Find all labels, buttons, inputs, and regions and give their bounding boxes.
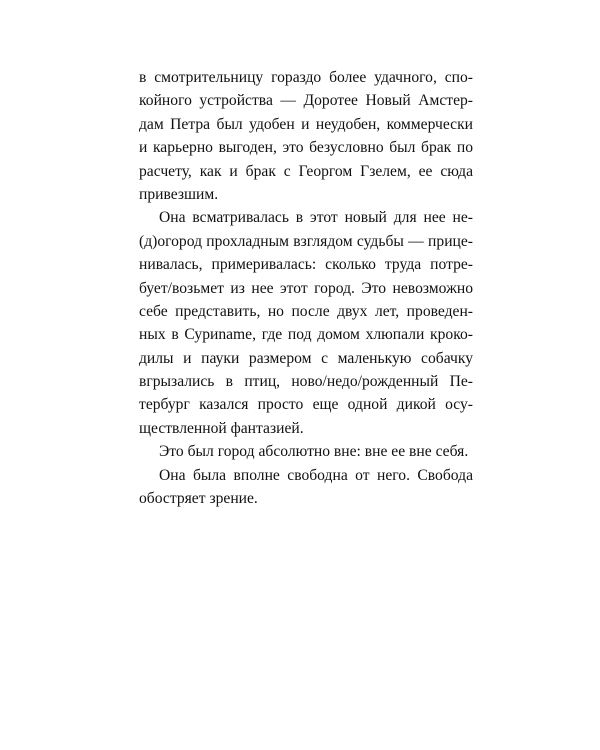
- text-line: ных в Суриname, где под домом хлюпали кроко-: [139, 326, 473, 344]
- text-line: вгрызались в птиц, ново/недо/рожденный Пе-: [139, 373, 473, 391]
- text-line: Это был город абсолютно вне: вне ее вне себя.: [159, 443, 469, 461]
- text-line: Она была вполне свободна от него. Свобода: [159, 466, 473, 484]
- page-body-text: [139, 66, 473, 510]
- text-line: привезшим.: [139, 185, 219, 203]
- text-line: койного устройства — Доротее Новый Амстер-: [139, 92, 473, 110]
- text-line: тербург казался просто еще одной дикой осу-: [139, 396, 473, 414]
- text-line: себе представить, но после двух лет, проведен-: [139, 302, 473, 320]
- text-line: и карьерно выгоден, это безусловно был брак по: [139, 139, 473, 157]
- text-line: дам Петра был удобен и неудобен, коммерчески: [139, 115, 473, 133]
- paragraph-2: [139, 206, 473, 440]
- text-line: бует/возьмет из нее этот город. Это невозможно: [139, 279, 473, 297]
- text-line: дилы и пауки размером с маленькую собачку: [139, 349, 473, 367]
- paragraph-1: [139, 66, 473, 206]
- text-line: (д)огород прохладным взглядом судьбы — прице-: [139, 232, 473, 250]
- text-line: обостряет зрение.: [139, 490, 258, 508]
- paragraph-4: [139, 464, 473, 511]
- text-line: в смотрительницу гораздо более удачного, спо-: [139, 69, 473, 86]
- text-line: Она всматривалась в этот новый для нее не-: [159, 209, 473, 227]
- text-line: ществленной фантазией.: [139, 419, 304, 437]
- paragraph-3: [139, 440, 473, 463]
- text-line: нивалась, примеривалась: сколько труда потре-: [139, 256, 473, 274]
- text-line: расчету, как и брак с Георгом Гзелем, ее сюда: [139, 162, 473, 180]
